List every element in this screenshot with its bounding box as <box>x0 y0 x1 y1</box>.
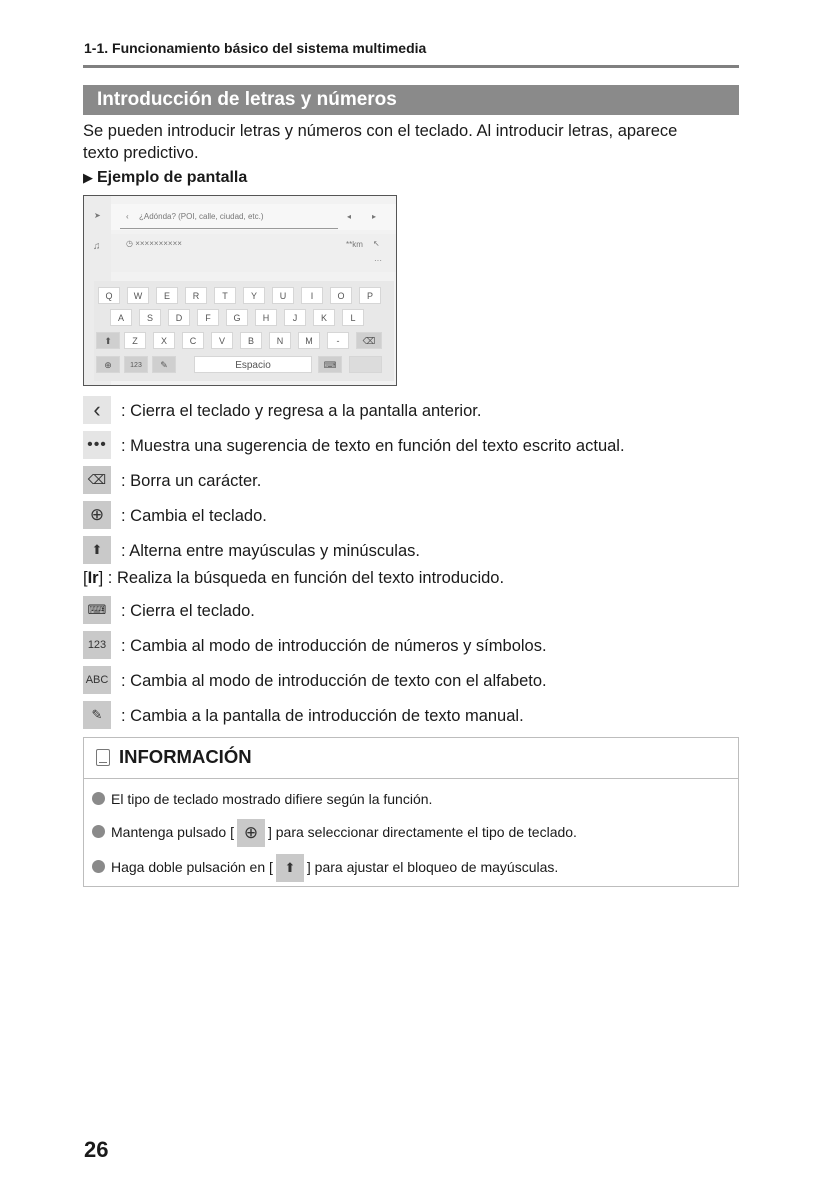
legend-item-globe <box>83 501 739 529</box>
key-a: A <box>110 309 132 326</box>
info-bullet-1-text: El tipo de teclado mostrado difiere según la función. <box>111 791 433 807</box>
key-q: Q <box>98 287 120 304</box>
legend-item-hide-keyboard <box>83 596 739 624</box>
key-u: U <box>272 287 294 304</box>
legend-item-go <box>83 563 739 591</box>
legend-text-abc: : Cambia al modo de introducción de texto con el alfabeto. <box>121 672 547 690</box>
key-i: I <box>301 287 323 304</box>
legend-text-go: [Ir] : Realiza la búsqueda en función del texto introducido. <box>83 569 505 587</box>
key-o: O <box>330 287 352 304</box>
intro-line-1: Se pueden introducir letras y números con el teclado. Al introducir letras, aparece <box>83 122 678 140</box>
legend-item-back <box>83 396 739 424</box>
section-title: Introducción de letras y números <box>97 89 397 110</box>
globe-icon: ⊕ <box>83 501 111 529</box>
globe-icon: ⊕ <box>237 819 265 847</box>
123-icon: 123 <box>83 631 111 659</box>
key-k: K <box>313 309 335 326</box>
backspace-icon: ⌫ <box>83 466 111 494</box>
example-label-text: Ejemplo de pantalla <box>97 169 248 186</box>
shift-icon: ⬆ <box>276 854 304 882</box>
legend-text-more: : Muestra una sugerencia de texto en función del texto escrito actual. <box>121 437 625 455</box>
bullet-dot-icon <box>92 860 105 873</box>
key-g: G <box>226 309 248 326</box>
screen-next-icon: ▸ <box>372 212 377 221</box>
key-h: H <box>255 309 277 326</box>
header-rule <box>83 65 739 68</box>
key-d: D <box>168 309 190 326</box>
key-globe: ⊕ <box>96 356 120 373</box>
screen-prev-icon: ◂ <box>347 212 352 221</box>
screen-search-placeholder: ¿Adónda? (POI, calle, ciudad, etc.) <box>139 212 264 221</box>
legend-text-shift: : Alterna entre mayúsculas y minúsculas. <box>121 542 420 560</box>
more-icon: ••• <box>83 431 111 459</box>
back-icon: ‹ <box>83 396 111 424</box>
legend-item-handwriting <box>83 701 739 729</box>
section-title-bar <box>83 85 739 115</box>
info-bullet-3-post: ] para ajustar el bloqueo de mayúsculas. <box>306 859 559 875</box>
legend-text-globe: : Cambia el teclado. <box>121 507 267 525</box>
info-bullet-2-post: ] para seleccionar directamente el tipo de teclado. <box>267 824 577 840</box>
legend-text-handwriting: : Cambia a la pantalla de introducción de texto manual. <box>121 707 524 725</box>
shift-icon: ⬆ <box>83 536 111 564</box>
screen-example <box>83 195 397 386</box>
key-go <box>349 356 382 373</box>
legend-item-shift <box>83 536 739 564</box>
info-bullet-2-pre: Mantenga pulsado [ <box>111 824 234 840</box>
key-n: N <box>269 332 291 349</box>
key-dash: - <box>327 332 349 349</box>
legend-text-backspace: : Borra un carácter. <box>121 472 262 490</box>
key-v: V <box>211 332 233 349</box>
screen-more-icon: ··· <box>374 256 382 265</box>
bullet-dot-icon <box>92 792 105 805</box>
key-f: F <box>197 309 219 326</box>
legend-item-abc <box>83 666 739 694</box>
key-e: E <box>156 287 178 304</box>
legend-item-123 <box>83 631 739 659</box>
info-bullet-1 <box>92 785 432 813</box>
key-z: Z <box>124 332 146 349</box>
info-title: INFORMACIÓN <box>119 746 252 767</box>
keyboard-hide-icon: ⌨ <box>83 596 111 624</box>
intro-line-2: texto predictivo. <box>83 144 199 162</box>
key-x: X <box>153 332 175 349</box>
screen-history-icon: ◷ ×××××××××× <box>126 239 182 248</box>
screen-corner-arrow-icon: ↖ <box>373 239 380 248</box>
triangle-icon: ▶ <box>83 170 93 185</box>
key-handwriting: ✎ <box>152 356 176 373</box>
page-number: 26 <box>84 1137 109 1162</box>
book-icon <box>96 749 110 766</box>
key-space: Espacio <box>194 356 312 373</box>
info-bullet-2 <box>92 818 577 846</box>
screen-back-icon: ‹ <box>126 212 129 221</box>
info-header <box>84 738 738 779</box>
legend-text-hide-keyboard: : Cierra el teclado. <box>121 602 255 620</box>
key-m: M <box>298 332 320 349</box>
example-label <box>83 169 247 187</box>
intro-paragraph <box>83 120 739 164</box>
info-bullet-3 <box>92 853 558 881</box>
bullet-dot-icon <box>92 825 105 838</box>
legend-item-backspace <box>83 466 739 494</box>
key-shift: ⬆ <box>96 332 120 349</box>
music-icon: ♫ <box>93 241 101 252</box>
key-hide-keyboard: ⌨ <box>318 356 342 373</box>
key-backspace: ⌫ <box>356 332 382 349</box>
info-bullet-3-pre: Haga doble pulsación en [ <box>111 859 273 875</box>
key-s: S <box>139 309 161 326</box>
search-underline <box>120 228 338 229</box>
key-p: P <box>359 287 381 304</box>
key-c: C <box>182 332 204 349</box>
key-l: L <box>342 309 364 326</box>
key-r: R <box>185 287 207 304</box>
key-w: W <box>127 287 149 304</box>
key-j: J <box>284 309 306 326</box>
abc-icon: ABC <box>83 666 111 694</box>
chapter-header: 1-1. Funcionamiento básico del sistema multimedia <box>84 40 427 56</box>
legend-item-more <box>83 431 739 459</box>
screen-distance: **km <box>346 240 363 249</box>
info-box <box>83 737 739 887</box>
navigation-arrow-icon: ➤ <box>94 211 101 220</box>
handwriting-icon: ✎ <box>83 701 111 729</box>
key-b: B <box>240 332 262 349</box>
key-123: 123 <box>124 356 148 373</box>
key-t: T <box>214 287 236 304</box>
legend-text-123: : Cambia al modo de introducción de números y símbolos. <box>121 637 547 655</box>
legend-text-back: : Cierra el teclado y regresa a la pantalla anterior. <box>121 402 482 420</box>
key-y: Y <box>243 287 265 304</box>
